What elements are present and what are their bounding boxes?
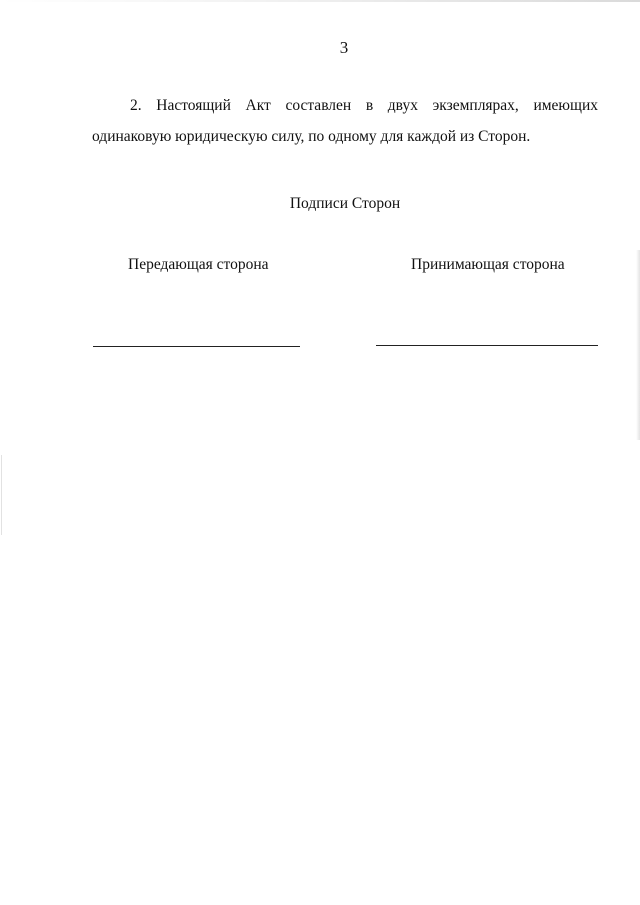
transferring-party-signature-line	[93, 346, 300, 347]
paragraph-copies-clause: 2. Настоящий Акт составлен в двух экземплярах, имеющих одинаковую юридическую силу, по одному для каждой из Сторон.	[92, 97, 598, 145]
transferring-party-label: Передающая сторона	[128, 256, 269, 273]
receiving-party-signature-line	[376, 345, 598, 346]
page-number: 3	[339, 38, 349, 57]
receiving-party-label: Принимающая сторона	[411, 256, 565, 273]
scan-edge-top	[0, 0, 640, 2]
scan-edge-right	[636, 250, 640, 440]
signatures-heading: Подписи Сторон	[289, 195, 401, 212]
scan-mark-left	[1, 455, 2, 535]
